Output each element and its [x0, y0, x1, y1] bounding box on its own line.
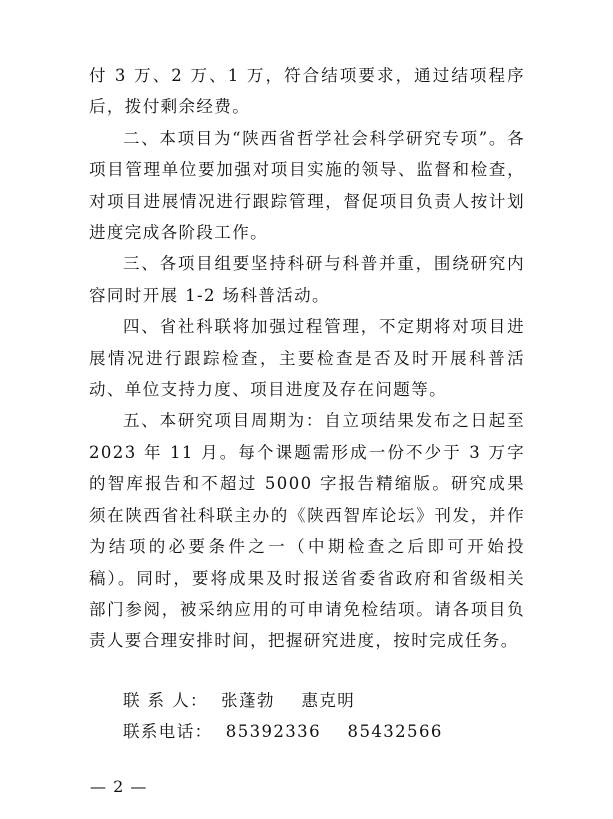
page-number: — 2 —	[90, 777, 148, 796]
paragraph-item-3: 三、各项目组要坚持科研与科普并重，围绕研究内容同时开展 1-2 场科普活动。	[89, 254, 525, 305]
contact-person: 联 系 人： 张蓬勃 惠克明	[123, 691, 356, 710]
paragraph-item-4: 四、省社科联将加强过程管理，不定期将对项目进展情况进行跟踪检查，主要检查是否及时开展科普活动、单位支持力度、项目进度及存在问题等。	[89, 317, 525, 400]
paragraph-item-2: 二、本项目为“陕西省哲学社会科学研究专项”。各项目管理单位要加强对项目实施的领导、监督和检查，对项目进展情况进行跟踪管理，督促项目负责人按计划进度完成各阶段工作。	[89, 128, 525, 243]
paragraph-funding: 付 3 万、2 万、1 万，符合结项要求，通过结项程序后，拨付剩余经费。	[89, 66, 525, 117]
document-body	[89, 60, 525, 657]
paragraph-item-5: 五、本研究项目周期为：自立项结果发布之日起至 2023 年 11 月。每个课题需形成一份不少于 3 万字的智库报告和不超过 5000 字报告精缩版。研究成果须在陕西省社科联主办的《陕西智库论坛》刊发，并作为结项的必要条件之一（中期检查之后即可开始投稿）。同时，要将成果及时报送省委省政府和省级相关部门参阅，被采纳应用的可申请免检结项。请各项目负责人要合理安排时间，把握研究进度，按时完成任务。	[89, 411, 525, 651]
contact-phone: 联系电话： 85392336 85432566	[123, 722, 443, 741]
